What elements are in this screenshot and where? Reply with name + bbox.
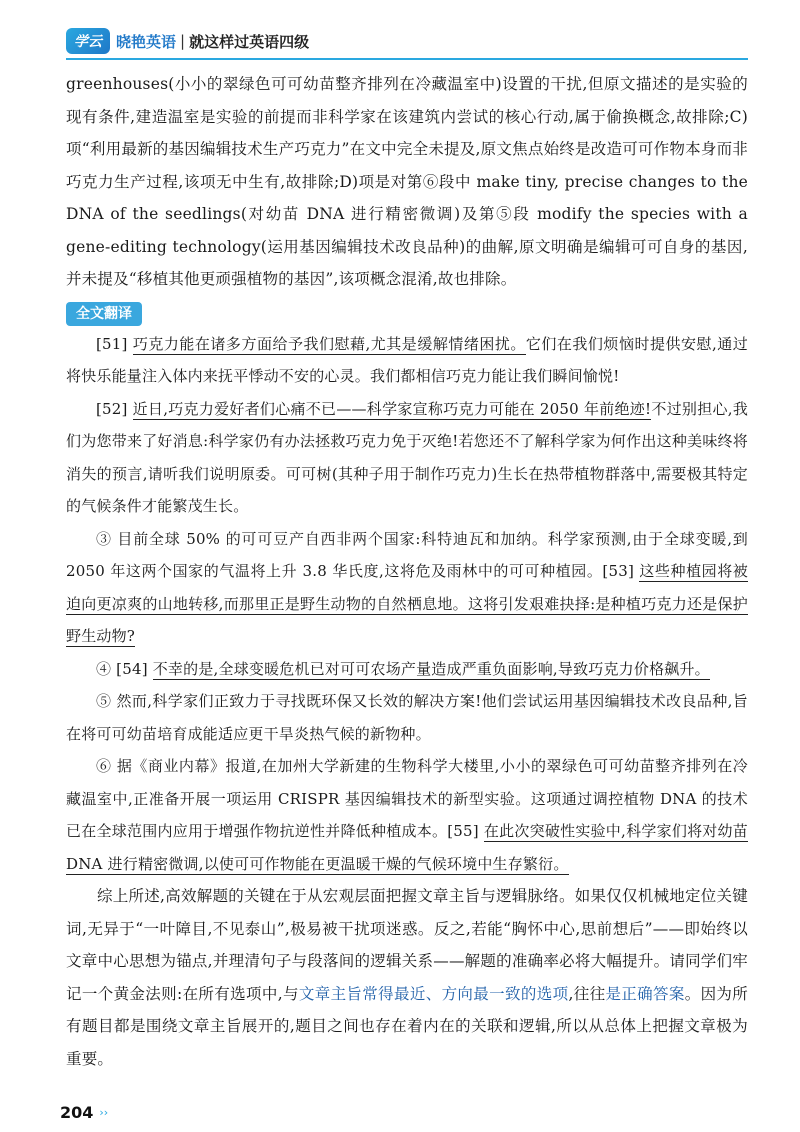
underlined-sentence-51: 巧克力能在诸多方面给予我们慰藉,尤其是缓解情绪困扰。 — [132, 334, 526, 353]
page-body — [66, 68, 748, 1075]
book-title: 就这样过英语四级 — [189, 32, 310, 51]
translation-paragraph-4 — [66, 653, 748, 686]
analysis-paragraph: greenhouses(小小的翠绿色可可幼苗整齐排列在冷藏温室中)设置的干扰,但原文描述的是实验的现有条件,建造温室是实验的前提而非科学家在该建筑内尝试的核心行动,属于偷换概念,故排除;C)项“利用最新的基因编辑技术生产巧克力”在文中完全未提及,原文焦点始终是改造可可作物本身而非巧克力生产过程,该项无中生有,故排除;D)项是对第⑥段中 make tiny, precise changes to the DNA of the seedlings(对幼苗 DNA 进行精密微调)及第⑤段 modify the species with a gene-editing technology(运用基因编辑技术改良品种)的曲解,原文明确是编辑可可自身的基因,并未提及“移植其他更顽强植物的基因”,该项概念混淆,故也排除。 — [66, 75, 748, 288]
question-mark-51: [51] — [96, 334, 128, 353]
underlined-sentence-55: 在此次突破性实验中,科学家们将对幼苗 DNA 进行精密微调,以使可可作物能在更温暖干燥的气候环境中生存繁衍。 — [66, 822, 749, 873]
summary-paragraph — [66, 880, 748, 1075]
underlined-sentence-53: 这些种植园将被迫向更凉爽的山地转移,而那里正是野生动物的自然栖息地。这将引发艰难抉择:是种植巧克力还是保护野生动物? — [66, 562, 748, 645]
summary-text: ,往往 — [568, 984, 606, 1003]
header-rule — [66, 58, 748, 60]
section-tag: 全文翻译 — [66, 302, 142, 326]
translation-paragraph-6 — [66, 750, 748, 880]
paragraph-text: 不过别担心,我们为您带来了好消息:科学家仍有办法拯救巧克力免于灭绝!若您还不了解科学家为何作出这种美味终将消失的预言,请听我们说明原委。可可树(其种子用于制作巧克力)生长在热带植物群落中,需要极其特定的气候条件才能繁茂生长。 — [66, 399, 749, 515]
page-number: 204 — [60, 1103, 94, 1122]
question-mark-53: [53] — [602, 562, 635, 580]
translation-paragraph-1 — [66, 328, 748, 393]
question-mark-52: [52] — [96, 399, 128, 418]
translation-paragraph-3 — [66, 523, 748, 653]
brand-logo — [66, 28, 176, 54]
logo-icon: 学云 — [66, 28, 110, 54]
highlight-closest-option: 常得最近、方向最一致的选项 — [362, 984, 569, 1003]
page-footer — [60, 1103, 108, 1122]
translation-section — [66, 328, 748, 881]
underlined-sentence-52: 近日,巧克力爱好者们心痛不已——科学家宣称巧克力可能在 2050 年前绝迹! — [132, 399, 652, 418]
translation-paragraph-5: ⑤ 然而,科学家们正致力于寻找既环保又长效的解决方案!他们尝试运用基因编辑技术改良品种,旨在将可可幼苗培育成能适应更干旱炎热气候的新物种。 — [66, 692, 748, 743]
summary-text: 综上所述,高效解题的关键在于从宏观层面把握文章主旨与逻辑脉络。如果仅仅机械地定位关键词,无异于“一叶障目,不见泰山”,极易被干扰项迷惑。反之,若能“胸怀中心,思前想后”——即始终以文章中心思想为锚点,并理清句子与段落间的逻辑关系——解题的准确率必将大幅提升。请同学们牢记一个黄金法则:在所有选项中,与 — [66, 887, 748, 1003]
summary-text: 。因为所有题目都是围绕文章主旨展开的,题目之间也存在着内在的关联和逻辑,所以从总体上把握文章极为重要。 — [66, 984, 748, 1068]
paragraph-text: ⑥ 据《商业内幕》报道,在加州大学新建的生物科学大楼里,小小的翠绿色可可幼苗整齐排列在冷藏温室中,正准备开展一项运用 CRISPR 基因编辑技术的新型实验。这项通过调控植物 DNA 的技术已在全球范围内应用于增强作物抗逆性并降低种植成本。 — [66, 757, 748, 840]
underlined-sentence-54: 不幸的是,全球变暖危机已对可可农场产量造成严重负面影响,导致巧克力价格飙升。 — [152, 659, 710, 678]
chevron-right-icon: ›› — [99, 1106, 109, 1119]
translation-paragraph-2 — [66, 393, 748, 523]
paragraph-text: ③ 目前全球 50% 的可可豆产自西非两个国家:科特迪瓦和加纳。科学家预测,由于全球变暖,到 2050 年这两个国家的气温将上升 3.8 华氏度,这将危及雨林中的可可种植园。 — [66, 529, 748, 580]
brand-name: 晓艳英语 — [116, 32, 177, 51]
paragraph-text: 它们在我们烦恼时提供安慰,通过将快乐能量注入体内来抚平悸动不安的心灵。我们都相信巧克力能让我们瞬间愉悦! — [66, 334, 748, 385]
highlight-main-idea: 文章主旨 — [298, 984, 363, 1003]
page-header — [66, 26, 309, 56]
highlight-correct-answer: 是正确答案 — [605, 984, 685, 1003]
question-mark-55: [55] — [447, 822, 479, 840]
question-mark-54: ④ [54] — [96, 659, 148, 678]
header-separator: | — [180, 32, 186, 50]
